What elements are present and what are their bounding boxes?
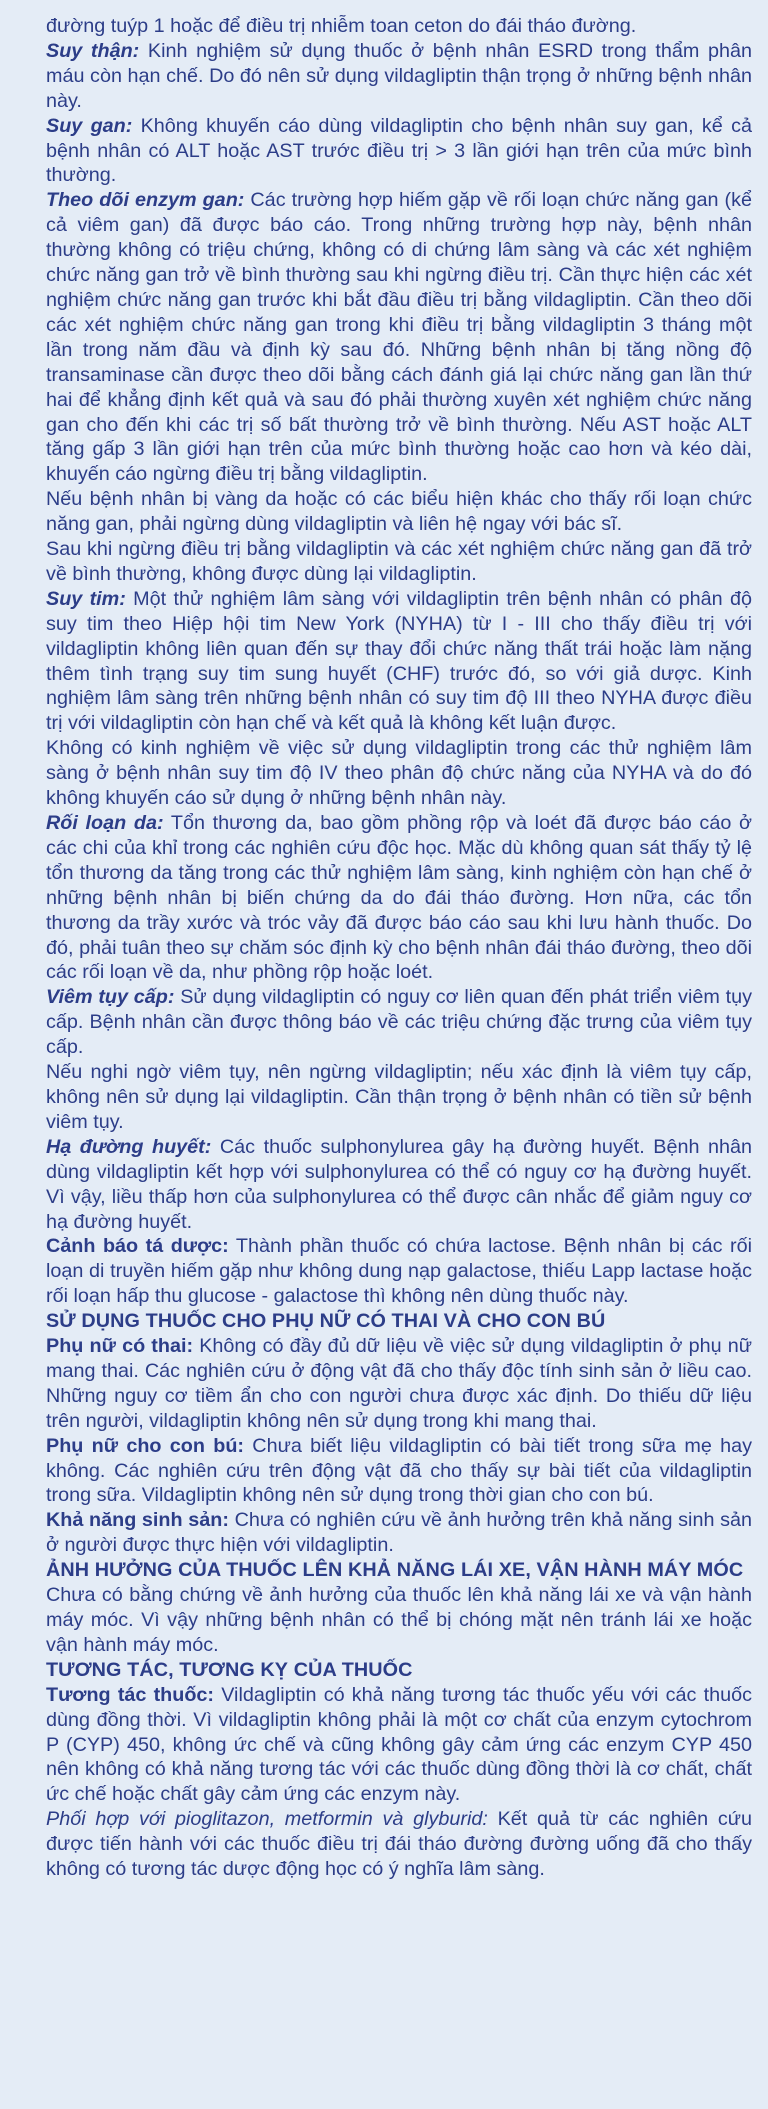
section-heading [46,1658,752,1683]
paragraph-text: Kết quả từ các nghiên cứu được tiến hành với các thuốc điều trị đái tháo đường đường uống đã cho thấy không có tương tác dược động học có ý nghĩa lâm sàng. [46,1808,752,1881]
section-heading [46,1309,752,1334]
paragraph-text: Thành phần thuốc có chứa lactose. Bệnh nhân bị các rối loạn di truyền hiếm gặp như không dung nạp galactose, thiếu Lapp lactase hoặc rối loạn hấp thu glucose - galactose thì không nên dùng thuốc này. [46,1235,752,1308]
paragraph-lead: Tương tác thuốc: [46,1683,215,1706]
paragraph-text: Các trường hợp hiếm gặp về rối loạn chức năng gan (kể cả viêm gan) đã được báo cáo. Trong những trường hợp này, bệnh nhân thường không có triệu chứng, không có di chứng lâm sàng và các xét nghiệm chức năng gan trở về bình thường sau khi ngừng điều trị. Cần thực hiện các xét nghiệm chức năng gan trước khi bắt đầu điều trị bằng vildagliptin. Cần theo dõi các xét nghiệm chức năng gan trong khi điều trị bằng vildagliptin 3 tháng một lần trong năm đầu và định kỳ sau đó. Những bệnh nhân bị tăng nồng độ transaminase cần được theo dõi bằng cách đánh giá lại chức năng gan lần thứ hai để khẳng định kết quả và sau đó phải thường xuyên xét nghiệm chức năng gan cho đến khi các trị số bất thường trở về bình thường. Nếu AST hoặc ALT tăng gấp 3 lần giới hạn trên của mức bình thường hoặc cao hơn và kéo dài, khuyến cáo ngừng điều trị bằng vildagliptin. [46,189,752,486]
paragraph-text: Nếu bệnh nhân bị vàng da hoặc có các biểu hiện khác cho thấy rối loạn chức năng gan, phải ngừng dùng vildagliptin và liên hệ ngay với bác sĩ. [46,488,752,536]
paragraph-text: Chưa có bằng chứng về ảnh hưởng của thuốc lên khả năng lái xe và vận hành máy móc. Vì vậy những bệnh nhân có thể bị chóng mặt nên tránh lái xe hoặc vận hành máy móc. [46,1584,752,1656]
paragraph-text: Chưa có nghiên cứu về ảnh hưởng trên khả năng sinh sản ở người được thực hiện với vildagliptin. [46,1509,752,1557]
paragraph-lead: Suy thận: [46,39,140,62]
paragraph-lead: Viêm tụy cấp: [46,986,175,1009]
paragraph-text: Sử dụng vildagliptin có nguy cơ liên quan đến phát triển viêm tụy cấp. Bệnh nhân cần được thông báo về các triệu chứng đặc trưng của viêm tụy cấp. [46,986,752,1059]
paragraph-text: Nếu nghi ngờ viêm tụy, nên ngừng vildagliptin; nếu xác định là viêm tụy cấp, không nên sử dụng lại vildagliptin. Cần thận trọng ở bệnh nhân có tiền sử bệnh viêm tụy. [46,1061,752,1133]
paragraph [46,1334,752,1434]
paragraph [46,1234,752,1309]
paragraph-text: Chưa biết liệu vildagliptin có bài tiết trong sữa mẹ hay không. Các nghiên cứu trên động vật đã cho thấy sự bài tiết của vildagliptin trong sữa. Vildagliptin không nên sử dụng trong thời gian cho con bú. [46,1434,752,1507]
paragraph-lead: Hạ đường huyết: [46,1135,212,1158]
paragraph [46,587,752,736]
paragraph [46,811,752,985]
paragraph-lead: Phụ nữ cho con bú: [46,1434,244,1457]
paragraph [46,985,752,1060]
paragraph-text: Không có đầy đủ dữ liệu về việc sử dụng vildagliptin ở phụ nữ mang thai. Các nghiên cứu ở động vật đã cho thấy độc tính sinh sản ở liều cao. Những nguy cơ tiềm ẩn cho con người chưa được xác định. Do thiếu dữ liệu trên người, vildagliptin không nên sử dụng trong khi mang thai. [46,1335,752,1432]
paragraph [46,537,752,587]
paragraph-lead: Phụ nữ có thai: [46,1335,194,1358]
paragraph-text: Các thuốc sulphonylurea gây hạ đường huyết. Bệnh nhân dùng vildagliptin kết hợp với sulphonylurea có thể có nguy cơ hạ đường huyết. Vì vậy, liều thấp hơn của sulphonylurea có thể được cân nhắc để giảm nguy cơ hạ đường huyết. [46,1135,753,1233]
section-heading-text: ẢNH HƯỞNG CỦA THUỐC LÊN KHẢ NĂNG LÁI XE, VẬN HÀNH MÁY MÓC [46,1559,744,1582]
section-heading-text: SỬ DỤNG THUỐC CHO PHỤ NỮ CÓ THAI VÀ CHO CON BÚ [46,1310,606,1333]
paragraph-text: Một thử nghiệm lâm sàng với vildagliptin trên bệnh nhân có phân độ suy tim theo Hiệp hội tim New York (NYHA) từ I - III cho thấy điều trị với vildagliptin không liên quan đến sự thay đổi chức năng thất trái hoặc làm nặng thêm tình trạng suy tim sung huyết (CHF) trước đó, so với giả dược. Kinh nghiệm lâm sàng trên những bệnh nhân có suy tim độ III theo NYHA được điều trị với vildagliptin còn hạn chế và kết quả là không kết luận được. [46,587,752,735]
paragraph [46,1583,752,1658]
paragraph-lead: Khả năng sinh sản: [46,1509,229,1532]
paragraph [46,1508,752,1558]
paragraph [46,1683,752,1808]
paragraph-text: Không có kinh nghiệm về việc sử dụng vildagliptin trong các thử nghiệm lâm sàng ở bệnh nhân suy tim độ IV theo phân độ chức năng của NYHA và do đó không khuyến cáo sử dụng ở những bệnh nhân này. [46,737,752,810]
paragraph-text: Sau khi ngừng điều trị bằng vildagliptin và các xét nghiệm chức năng gan đã trở về bình thường, không được dùng lại vildagliptin. [46,538,752,585]
paragraph [46,114,752,189]
paragraph-lead: Cảnh báo tá dược: [46,1235,229,1258]
paragraph [46,1060,752,1135]
paragraph-lead: Theo dõi enzym gan: [46,189,245,212]
paragraph-lead: Phối hợp với pioglitazon, metformin và glyburid: [46,1808,488,1831]
paragraph [46,1135,752,1235]
paragraph [46,188,752,487]
paragraph [46,736,752,811]
section-heading [46,1558,752,1583]
paragraph [46,14,752,39]
paragraph-text: Tổn thương da, bao gồm phồng rộp và loét đã được báo cáo ở các chi của khỉ trong các nghiên cứu độc học. Mặc dù không quan sát thấy tỷ lệ tổn thương da tăng trong các thử nghiệm lâm sàng, kinh nghiệm còn hạn chế ở những bệnh nhân bị biến chứng da do đái tháo đường. Hơn nữa, các tổn thương da trầy xước và tróc vảy đã được báo cáo sau khi lưu hành thuốc. Do đó, phải tuân theo sự chăm sóc định kỳ cho bệnh nhân đái tháo đường, theo dõi các rối loạn về da, như phồng rộp hoặc loét. [46,812,752,984]
paragraph [46,487,752,537]
paragraph-text: Kinh nghiệm sử dụng thuốc ở bệnh nhân ESRD trong thẩm phân máu còn hạn chế. Do đó nên sử dụng vildagliptin thận trọng ở những bệnh nhân này. [46,39,752,112]
paragraph [46,1434,752,1509]
paragraph-lead: Suy gan: [46,114,133,137]
paragraph-lead: Suy tim: [46,587,126,610]
paragraph-text: Không khuyến cáo dùng vildagliptin cho bệnh nhân suy gan, kể cả bệnh nhân có ALT hoặc AST trước điều trị > 3 lần giới hạn trên của mức bình thường. [46,114,752,187]
paragraph [46,1807,752,1882]
paragraph-lead: Rối loạn da: [46,812,164,834]
section-heading-text: TƯƠNG TÁC, TƯƠNG KỴ CỦA THUỐC [46,1658,413,1681]
paragraph [46,39,752,114]
paragraph-text: Vildagliptin có khả năng tương tác thuốc yếu với các thuốc dùng đồng thời. Vì vildagliptin không phải là một cơ chất của enzym cytochrom P (CYP) 450, không ức chế và cũng không gây cảm ứng các enzym CYP 450 nên không có khả năng tương tác với các thuốc dùng đồng thời là cơ chất, chất ức chế hoặc chất gây cảm ứng các enzym này. [46,1683,752,1806]
paragraph-text: đường tuýp 1 hoặc để điều trị nhiễm toan ceton do đái tháo đường. [46,15,637,37]
